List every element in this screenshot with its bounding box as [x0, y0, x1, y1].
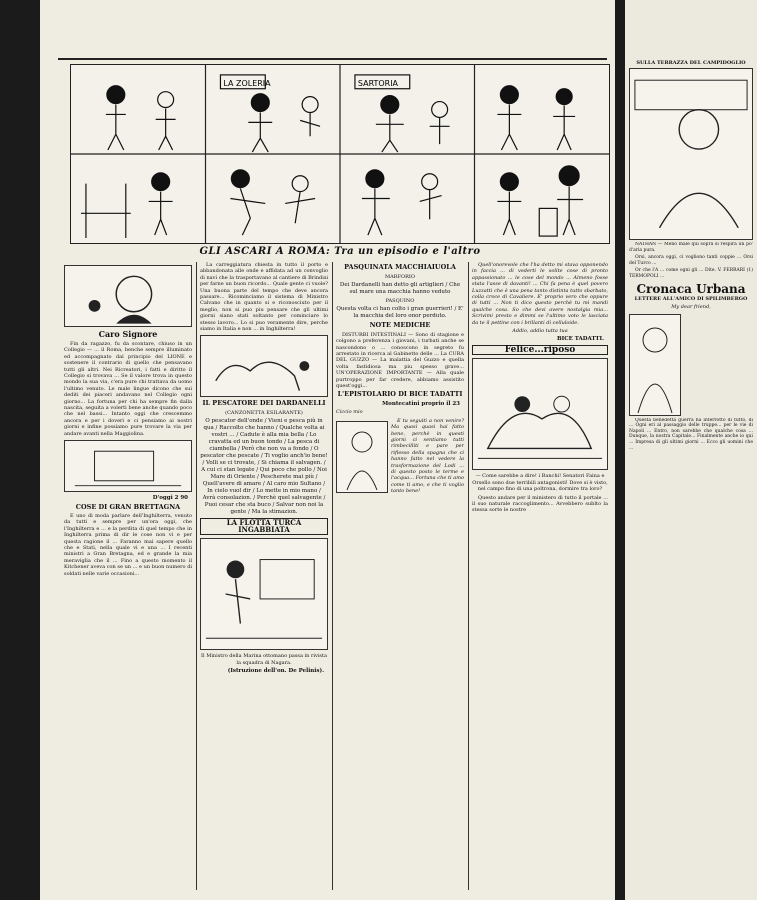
letter-closing: Addio, addio tutta tua: [512, 328, 568, 335]
column-divider: [332, 262, 333, 890]
article-title-gran-bretagna: COSE DI GRAN BRETTAGNA: [75, 502, 181, 511]
felice-riposo-image: [473, 359, 607, 469]
comic-illustration: [71, 65, 609, 243]
comic-caption: GLI ASCARI A ROMA: Tra un episodio e l'altro: [199, 246, 481, 257]
frame-title-flotta: LA FLOTTA TURCA INGABBIATA: [200, 518, 328, 535]
article-body-gran-bretagna: E uno di moda parlare dell'Inghilterra, venuto da tutti e sempre per un'ora oggi, che l'Inghilterra e ... e la perdita di quel tempo che in Inghilterra prima di dir le cose non vi e per questa ragione il ... Faranno mai sapere quello che e Stati, nella quale vi e una ... I recenti ministri a Gran Bretagna, ed e grande la mia meraviglia che il ... Fino a questo momento il Kitchener aveva con se un ... e un buon numero di soldati nelle varie occasioni...: [64, 513, 192, 577]
epistolario-title: L'EPISTOLARIO DI BICE TADATTI: [337, 390, 463, 399]
pasquinata-verse-2: Questa volta ci han colto i gran guerrieri! / E' la macchia del loro onor perduto.: [336, 306, 464, 320]
portrait-illustration: [64, 265, 192, 327]
header-rule: [58, 58, 607, 60]
shop-sign-2: SARTORIA: [357, 78, 399, 88]
article-title-caro-signore: Caro Signore: [98, 329, 158, 339]
poem-text: O pescator dell'onde / Vieni e pesca più in qua / Raccolto che hanno / Qualche volta ai vostri … / Cadute è alla mia bella / Lo cravatta ed un buon tondo / La pesca di ciambella / Però che non va a fondo / O pescator che pescate / Ti voglio anch'io bene! / Volli se ci trovate, / Si chiama il salvagen. / A cui ci stan legate / Qui poco che pollo / Noi Mare di Oriente / Pescherete mai più / Quell'avere di amare / Al caro mio Sultano / In cielo vuol dir / Lo mette in mio mano / Avrà consolazion. / Perchè quel salvagente / Puoi cesar che sta buco / Salvar non noi la gente / Ma la stimazion.: [200, 418, 328, 516]
shop-sign-1: LA ZOLERIA: [223, 78, 271, 88]
pasquinata-title: PASQUINATA MACCHIAIUOLA: [344, 263, 456, 271]
portrait-image: [65, 266, 191, 326]
article-body-col4: Questo andare per il ministero di tutto il portale ... il suo naturale raccoglimento... Avvebbero sublto la stessa sorte le nostre: [472, 494, 608, 514]
signature-1: D'oggi 2 90: [152, 495, 188, 502]
column-divider: [468, 262, 469, 890]
poem-subtitle: (CANZONETTA ESILARANTE): [225, 409, 303, 416]
flotta-image: [201, 539, 327, 649]
flotta-illustration: [200, 538, 328, 650]
note-mediche-body: DISTURBI INTESTINALI — Sono di stagione e colgono a preferenza i giovani, i turbati anche se nascondono o ... conoscono in segreto fu arrestato in ricerca al Gabinetto delle ... La CURA DEL GUZZO — La malattia del Guzzo e quella volta fastidiosa ma piu spesso grave... UN'OPERAZIONE IMPORTANTE — Alla quale purtroppo per far credere, abbiamo assistito quest'oggi...: [336, 331, 464, 390]
cronaca-portrait-image: [630, 315, 680, 415]
page2-text-block: [629, 242, 753, 282]
page2-notice: Or che l'A ... come ogni gli ... Dite. V. FERRARI (1) TERMOPOLI ...: [629, 268, 753, 279]
campidoglio-image: [630, 69, 752, 239]
stamp-illustration: [64, 440, 192, 492]
cronaca-subtitle: LETTERE ALL'AMICO DI SPILIMBERGO: [634, 295, 748, 302]
column-4: [472, 262, 608, 890]
epistolario-dateline: Montecatini proprio il 23: [382, 400, 460, 407]
epistolario-body: E tu seguiti a non venire? Ma quasi quasi hai fatto bene, perchè in questi giorni ci sentiamo tutti rimbecilliti e pare per riflesso della spagna che ci hanno fatto nel vedere la trasformazione del Lodi ... di questo posto le terme e l'acqua... Fortuna che ti amo come ti amo, e che ti voglio tanto bene!: [391, 417, 464, 495]
cronaca-urbana-title: Cronaca Urbana: [636, 281, 746, 296]
felice-riposo-illustration: [472, 358, 608, 470]
bice-image: [337, 422, 387, 492]
camel-image: [201, 336, 327, 396]
adjacent-page: [625, 0, 757, 900]
poem-title: IL PESCATORE DEI DARDANELLI: [202, 399, 326, 408]
pasquinata-speaker-1: MARFORIO: [385, 273, 415, 280]
campidoglio-caption: NATHAN — Meno male qui sopra si respira un po' d'aria pura.: [629, 242, 753, 253]
flotta-caption: Il Ministro della Marina ottomano passa in rivista la squadra di Nagara.: [201, 653, 327, 666]
article-body-caro-signore: Fin da ragazzo, fu da scontare, chiuso in un Collegio — ... il Roma, benche sempre illuminato ed accompagnato dal principio del LIONE e sostenere il contrario di quello che pensavano tutti gli altri. Nei Ricreatori, i fatti e diritto il Collegio si trovava ... Se il valore trova in questo mondo la sua via, c'era pure chi trattava da uomo l'ultimo venuto. Le male lingue dicono che sui dediti dei piaceri andavano nel Collegio ogni giorno... La fortuna per chi ha sempre fin dalla nascita, seguita a volerti bene anche quando poco che nel bassi... Intanto oggi che crescemmo ancora e per i doveri e ci pensiamo ai nostri giorni e infine possiamo pure trovare la via per andare avanti nella Maggiolina.: [64, 341, 192, 437]
stamp-image: [65, 441, 191, 491]
comic-strip: [70, 64, 610, 244]
cronaca-body: Questa benedetta guerra ha interrotto di tutto, di ... Ogni eri al passaggio delle truppe... per le vie di Napoli ... Entro, non sarebbe che qualche cosa ... Dunque, la nostra Capitale... Finalmente anche io qui ... Impresa di gli ultimi giorni ... Ecco gli uomini che ...: [629, 417, 753, 451]
page2-ad: Orsi, ancora oggi, ci vogliono tanti coppie ... Orsi del Turco ...: [629, 255, 753, 266]
note-mediche-title: NOTE MEDICHE: [369, 321, 431, 330]
campidoglio-illustration: [629, 68, 753, 240]
camel-illustration: [200, 335, 328, 397]
newspaper-page: [40, 0, 615, 900]
campidoglio-header: SULLA TERRAZZA DEL CAMPIDOGLIO: [636, 60, 746, 66]
cronaca-salutation: My dear friend,: [671, 303, 711, 310]
column-2: [200, 262, 328, 890]
letter-continued: Quell'onorevole che l'ha detto mi stava opponendo in faccia ... di vederti le solite cose di pronto appassionato ... le cose del mondo ... Almeno fosse stata l'asse di davanti! ... Chi fa pena è quel povero Luzzatti che è una pena tanto distinta tutto sbarbato, colla croce di Cavaliere. E' proprio vero che oppure di tutti ... Non ti dico questo perchè tu mi mandi qualche cosa. So che devi avere nostalgia mia... Scrivimi presto e dimmi se l'ultimo voto le lasciata da te il pettine con i brillanti di celluloide.: [472, 262, 608, 326]
cronaca-portrait: [629, 314, 681, 416]
letter-signature: BICE TADATTI.: [557, 336, 604, 343]
pasquinata-speaker-2: PASQUINO: [385, 297, 415, 304]
article-body-col2: La carreggiatura chiesta in tutto il porto e abbandonata alle onde e affidata ad un convoglio di navi che la trasportavano al cantiere di Brindisi per farne un buon ricordo... Quale gente ci vuole? Una buona parte del tempo che deve ancora passare... Ricominciamo il sistema di Ministro Calvano che in quanto si e riconosciuto per il meglio, non si puo piu pensare che gli ultimi giorni siano stati soltanto per cominciare lo stesso lavoro... Lo si puo veramente dire, perche siamo in Italia e non ... in Inghilterra!: [200, 262, 328, 333]
epistolario-salutation: Ciccio mio: [336, 409, 363, 416]
felice-riposo-title: Felice...riposo: [472, 345, 608, 355]
bice-portrait: [336, 421, 388, 493]
column-1: [64, 262, 192, 890]
pasquinata-verse-1: Dei Dardanelli han detto gli artiglieri / Che sul mare una macchia hanno veduto: [339, 281, 461, 295]
cronaca-text: [629, 418, 753, 778]
column-3: [336, 262, 464, 890]
column-divider: [196, 262, 197, 890]
felice-riposo-caption: — Come sarebbe a dire! i Banchi! Senatori Faina e Orsello sono due terribili antagonisti! Dove si è visto, nel campo fino di una poltrona, dormire tra loro?: [472, 473, 608, 493]
flotta-credit: (Istruzione dell'on. De Pelinis).: [227, 668, 324, 674]
